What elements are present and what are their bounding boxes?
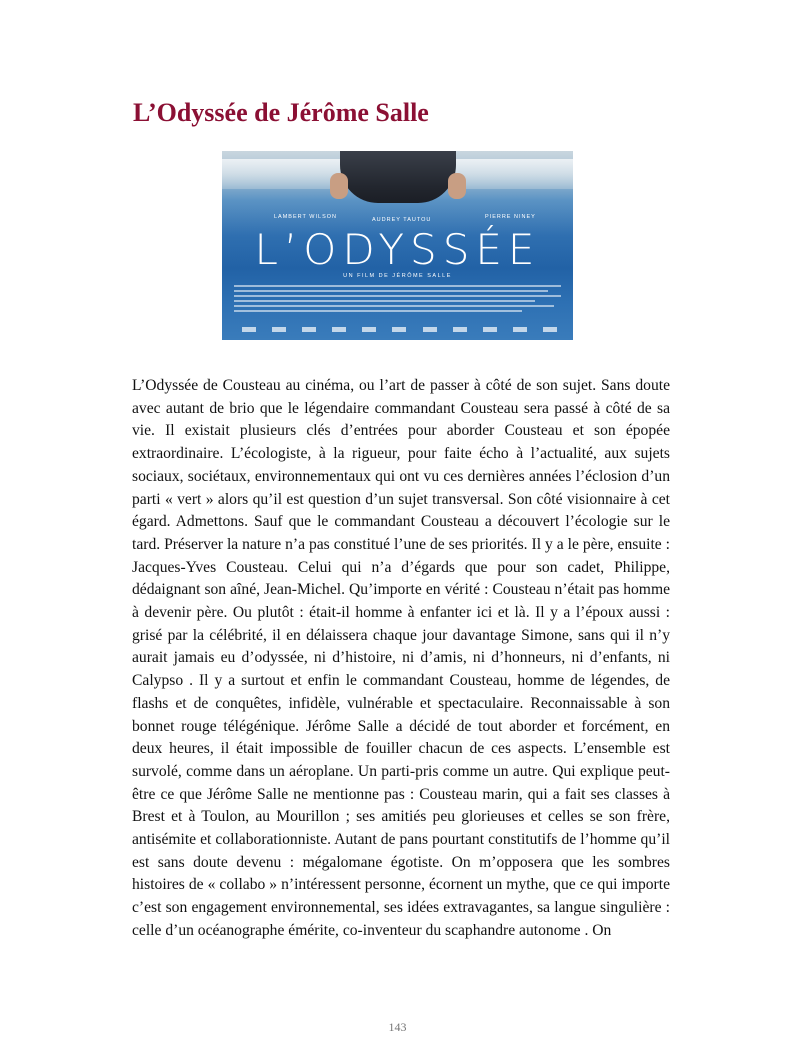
- poster-subtitle: UN FILM DE JÉRÔME SALLE: [343, 273, 452, 279]
- poster-sponsor-logos: [242, 327, 557, 333]
- poster-actor-name: AUDREY TAUTOU: [372, 217, 432, 223]
- movie-poster-image: [222, 151, 573, 340]
- poster-actor-name: LAMBERT WILSON: [274, 214, 338, 220]
- poster-credits-block: [234, 285, 561, 325]
- poster-figure-hand-left: [330, 173, 348, 199]
- poster-title: L’ODYSSÉE: [254, 225, 541, 274]
- poster-actor-name: PIERRE NINEY: [485, 214, 536, 220]
- page-number: 143: [388, 1020, 407, 1034]
- article-title: L’Odyssée de Jérôme Salle: [133, 98, 429, 127]
- poster-figure-silhouette: [340, 151, 456, 203]
- article-body: L’Odyssée de Cousteau au cinéma, ou l’art de passer à côté de son sujet. Sans doute avec autant de brio que le légendaire commandant Cousteau sera passé à côté de sa vie. Il existait plusieurs clés d’entrées pour aborder Cousteau et son épopée extraordinaire. L’écologiste, à la rigueur, pour faite écho à l’actualité, aux sujets sociaux, sociétaux, environnementaux qui ont vu ces dernières années l’éclosion d’un parti « vert » alors qu’il est question d’un sujet transversal. Son côté visionnaire à cet égard. Admettons. Sauf que le commandant Cousteau a découvert l’écologie sur le tard. Préserver la nature n’a pas constitué l’une de ses priorités. Il y a le père, ensuite : Jacques-Yves Cousteau. Celui qui n’a d’égards que pour son cadet, Philippe, dédaignant son aîné, Jean-Michel. Qu’importe en vérité : Cousteau n’était pas homme à devenir père. Ou plutôt : était-il homme à enfanter ici et là. Il y a l’époux aussi : grisé par la célébrité, il en délaissera chaque jour davantage Simone, sans qui il n’y aurait jamais eu d’odyssée, ni d’histoire, ni d’amis, ni d’honneurs, ni d’enfants, ni Calypso . Il y a surtout et enfin le commandant Cousteau, homme de légendes, de flashs et de conquêtes, infidèle, vulnérable et spectaculaire. Reconnaissable à son bonnet rouge télégénique. Jérôme Salle a décidé de tout aborder et forcément, en deux heures, il était impossible de fouiller chacun de ces aspects. L’ensemble est survolé, comme dans un aéroplane. Un parti-pris comme un autre. Qui explique peut-être ce que Jérôme Salle ne mentionne pas : Cousteau marin, qui a fait ses classes à Brest et à Toulon, au Mourillon ; ses amitiés peu glorieuses et celles se son frère, antisémite et collaborationniste. Autant de pans pourtant constitutifs de l’homme qu’il est sans doute devenu : mégalomane égotiste. On m’opposera que les sombres histoires de « collabo » n’intéressent personne, écornent un mythe, que ce qui importe c’est son engagement environnemental, ses idées extravagantes, sa langue singulière : celle d’un océanographe émérite, co-inventeur du scaphandre autonome . On: [132, 377, 670, 939]
- poster-figure-hand-right: [448, 173, 466, 199]
